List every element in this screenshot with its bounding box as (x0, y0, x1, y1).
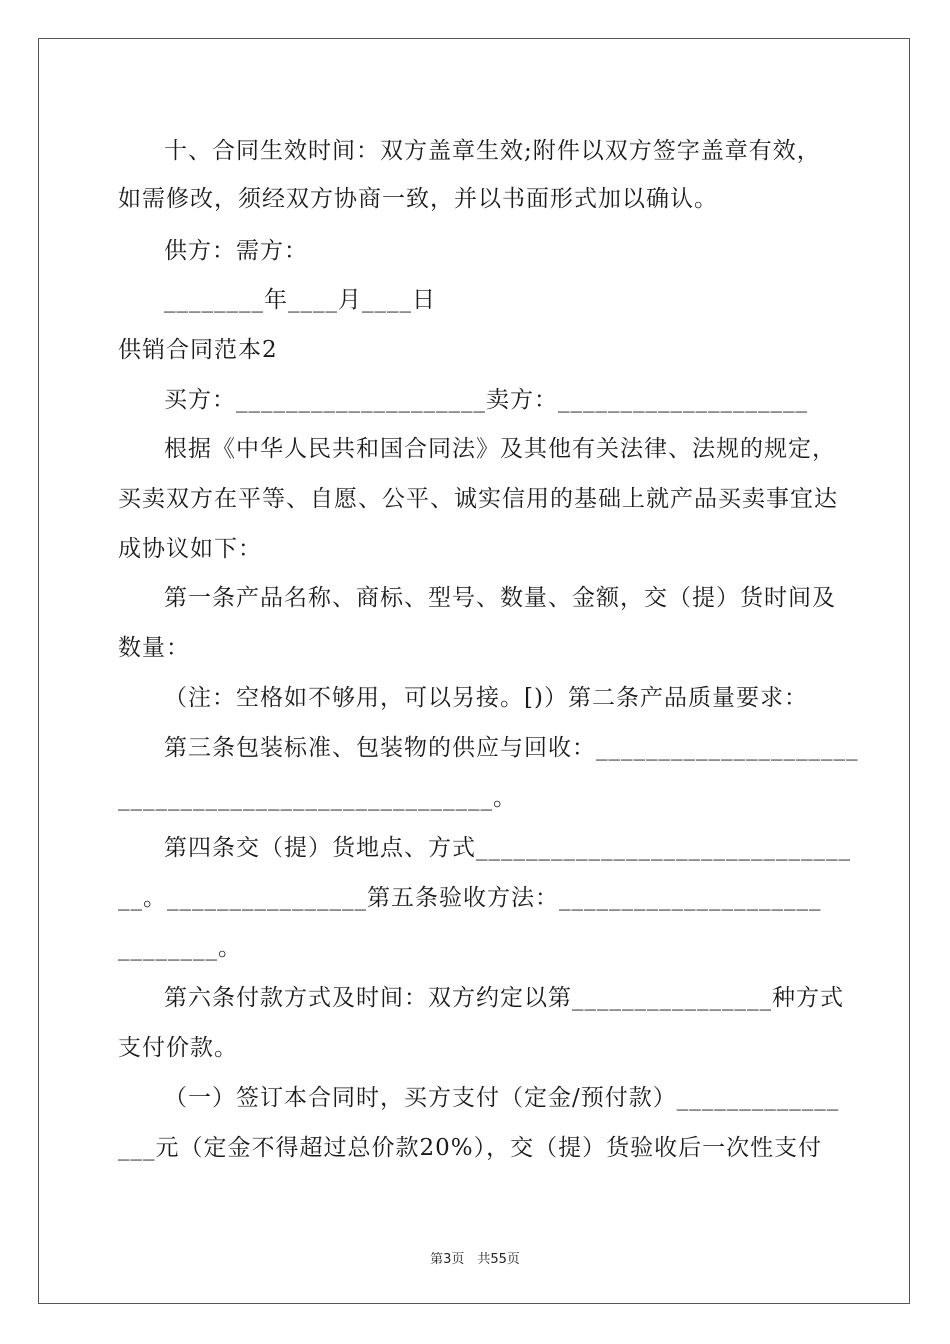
article-1-line-1: 第一条产品名称、商标、型号、数量、金额，交（提）货时间及 (164, 585, 836, 611)
article-4-line-1: 第四条交（提）货地点、方式______________________________ (164, 835, 851, 861)
buyer-seller-line: 买方：____________________卖方：____________________ (164, 387, 808, 413)
clause-10-line-1: 十、合同生效时间：双方盖章生效;附件以双方签字盖章有效， (164, 138, 821, 164)
article-6-line-2: 支付价款。 (118, 1035, 238, 1061)
preamble-line-1: 根据《中华人民共和国合同法》及其他有关法律、法规的规定， (164, 436, 836, 462)
note-article-2: （注：空格如不够用，可以另接。[)）第二条产品质量要求： (164, 685, 808, 711)
preamble-line-2: 买卖双方在平等、自愿、公平、诚实信用的基础上就产品买卖事宜达 (118, 486, 838, 512)
date-line: ________年____月____日 (164, 287, 436, 313)
page-border (38, 38, 910, 1304)
payment-clause-line-2: ___元（定金不得超过总价款20%），交（提）货验收后一次性支付 (118, 1135, 823, 1161)
article-4-5-line: __。________________第五条验收方法：_____________________ (118, 885, 822, 911)
article-1-line-2: 数量： (118, 635, 190, 661)
preamble-line-3: 成协议如下： (118, 536, 262, 562)
article-5-line-2: ________。 (118, 935, 242, 961)
clause-10-line-2: 如需修改，须经双方协商一致，并以书面形式加以确认。 (118, 186, 718, 212)
article-3-line-2: ______________________________。 (118, 785, 517, 811)
page-number-footer: 第3页 共55页 (430, 1252, 520, 1267)
payment-clause-line-1: （一）签订本合同时，买方支付（定金/预付款）_____________ (164, 1085, 840, 1111)
section-title: 供销合同范本2 (118, 337, 278, 363)
article-6-line-1: 第六条付款方式及时间：双方约定以第________________种方式 (164, 985, 844, 1011)
article-3-line-1: 第三条包装标准、包装物的供应与回收：_____________________ (164, 735, 859, 761)
signature-parties: 供方：需方： (164, 238, 308, 264)
